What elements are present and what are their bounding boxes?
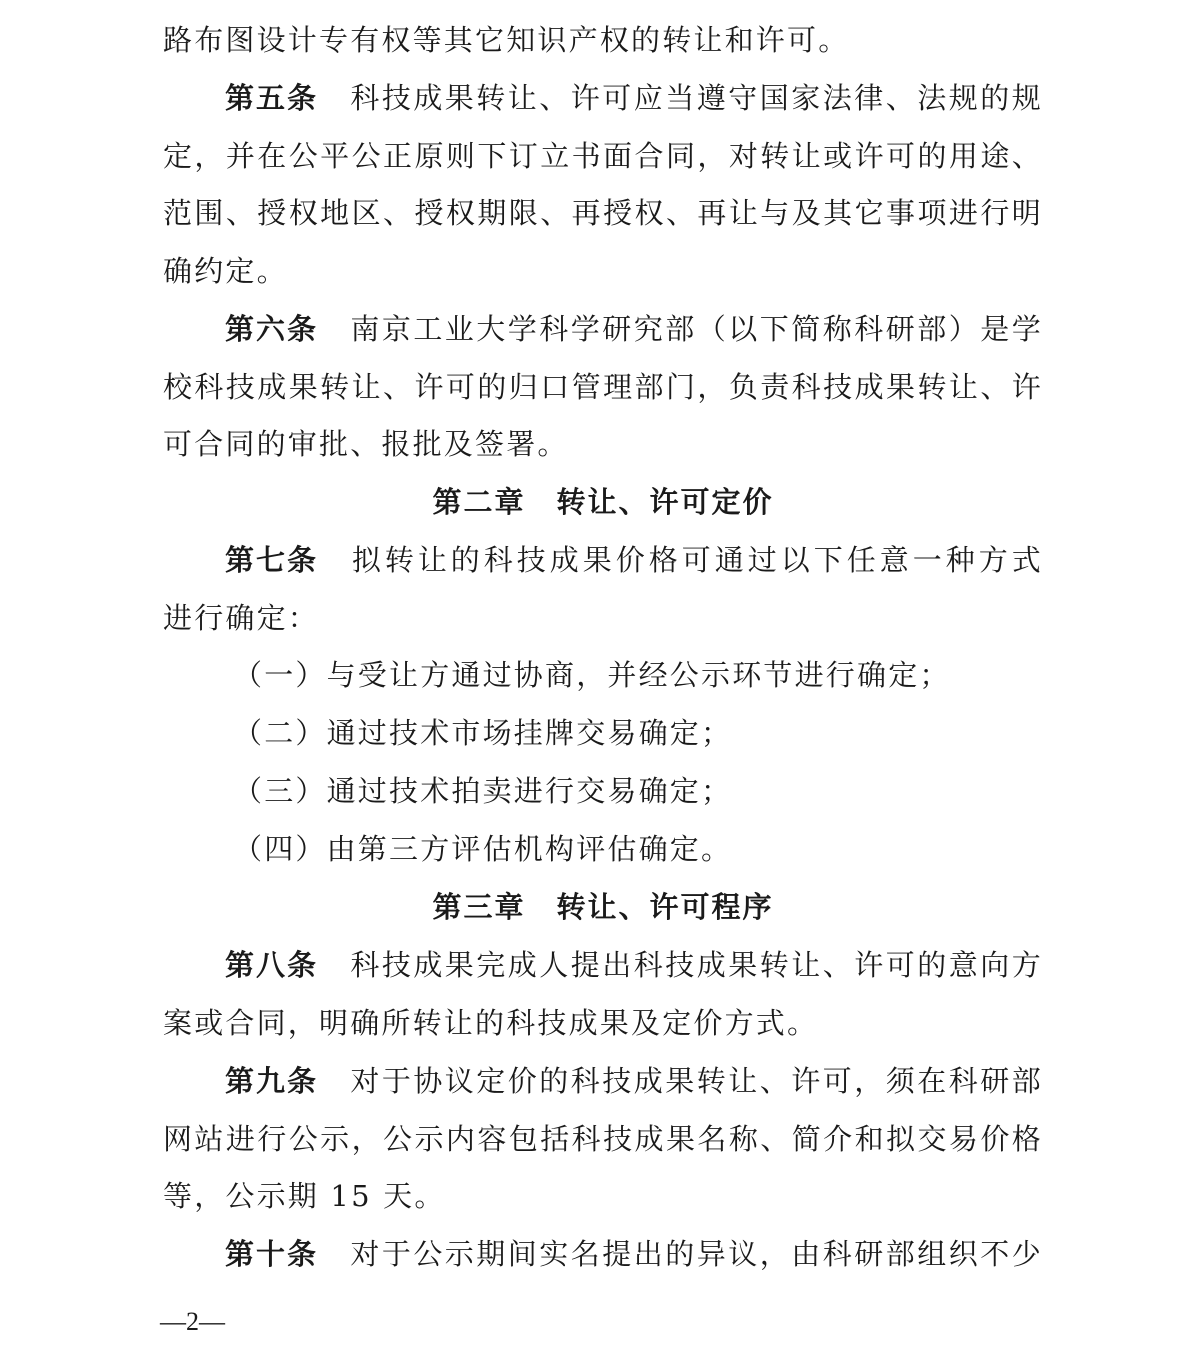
paragraph-line: 路布图设计专有权等其它知识产权的转让和许可。: [163, 23, 850, 57]
article-7-line-1: [225, 540, 1043, 580]
article-6-line-2: 校科技成果转让、许可的归口管理部门，负责科技成果转让、许: [163, 370, 1043, 404]
article-5-line-3: 范围、授权地区、授权期限、再授权、再让与及其它事项进行明: [163, 196, 1043, 230]
list-item: （一）与受让方通过协商，并经公示环节进行确定；: [233, 658, 951, 692]
chapter-2-title: 第二章 转让、许可定价: [432, 485, 774, 519]
article-5-line-4: 确约定。: [163, 254, 288, 288]
article-7-line-2: 进行确定：: [163, 601, 320, 635]
article-5-text: 科技成果转让、许可应当遵守国家法律、法规的规: [350, 81, 1043, 115]
article-8-heading: 第八条: [225, 948, 319, 982]
article-5-line-2: 定，并在公平公正原则下订立书面合同，对转让或许可的用途、: [163, 139, 1043, 173]
article-7-heading: 第七条: [225, 543, 319, 577]
article-8-line-2: 案或合同，明确所转让的科技成果及定价方式。: [163, 1006, 819, 1040]
article-9-line-1: [225, 1061, 1043, 1101]
article-8-text: 科技成果完成人提出科技成果转让、许可的意向方: [350, 948, 1043, 982]
article-9-heading: 第九条: [225, 1064, 319, 1098]
article-9-line-2: 网站进行公示，公示内容包括科技成果名称、简介和拟交易价格: [163, 1122, 1043, 1156]
chapter-3-title: 第三章 转让、许可程序: [432, 890, 774, 924]
article-6-line-1: [225, 309, 1043, 349]
list-item: （四）由第三方评估机构评估确定。: [233, 832, 733, 866]
article-10-text: 对于公示期间实名提出的异议，由科研部组织不少: [350, 1237, 1043, 1271]
article-6-line-3: 可合同的审批、报批及签署。: [163, 427, 569, 461]
article-5-line-1: [225, 78, 1043, 118]
article-6-heading: 第六条: [225, 312, 319, 346]
article-9-text: 对于协议定价的科技成果转让、许可，须在科研部: [350, 1064, 1043, 1098]
article-8-line-1: [225, 945, 1043, 985]
article-9-line-3: 等，公示期 15 天。: [163, 1179, 446, 1213]
article-10-heading: 第十条: [225, 1237, 319, 1271]
article-7-text: 拟转让的科技成果价格可通过以下任意一种方式: [350, 543, 1043, 577]
article-10-line-1: [225, 1234, 1043, 1274]
document-page: [163, 0, 1043, 1350]
page-number: —2—: [160, 1307, 225, 1336]
article-5-heading: 第五条: [225, 81, 319, 115]
article-6-text: 南京工业大学科学研究部（以下简称科研部）是学: [350, 312, 1043, 346]
list-item: （三）通过技术拍卖进行交易确定；: [233, 774, 733, 808]
list-item: （二）通过技术市场挂牌交易确定；: [233, 716, 733, 750]
